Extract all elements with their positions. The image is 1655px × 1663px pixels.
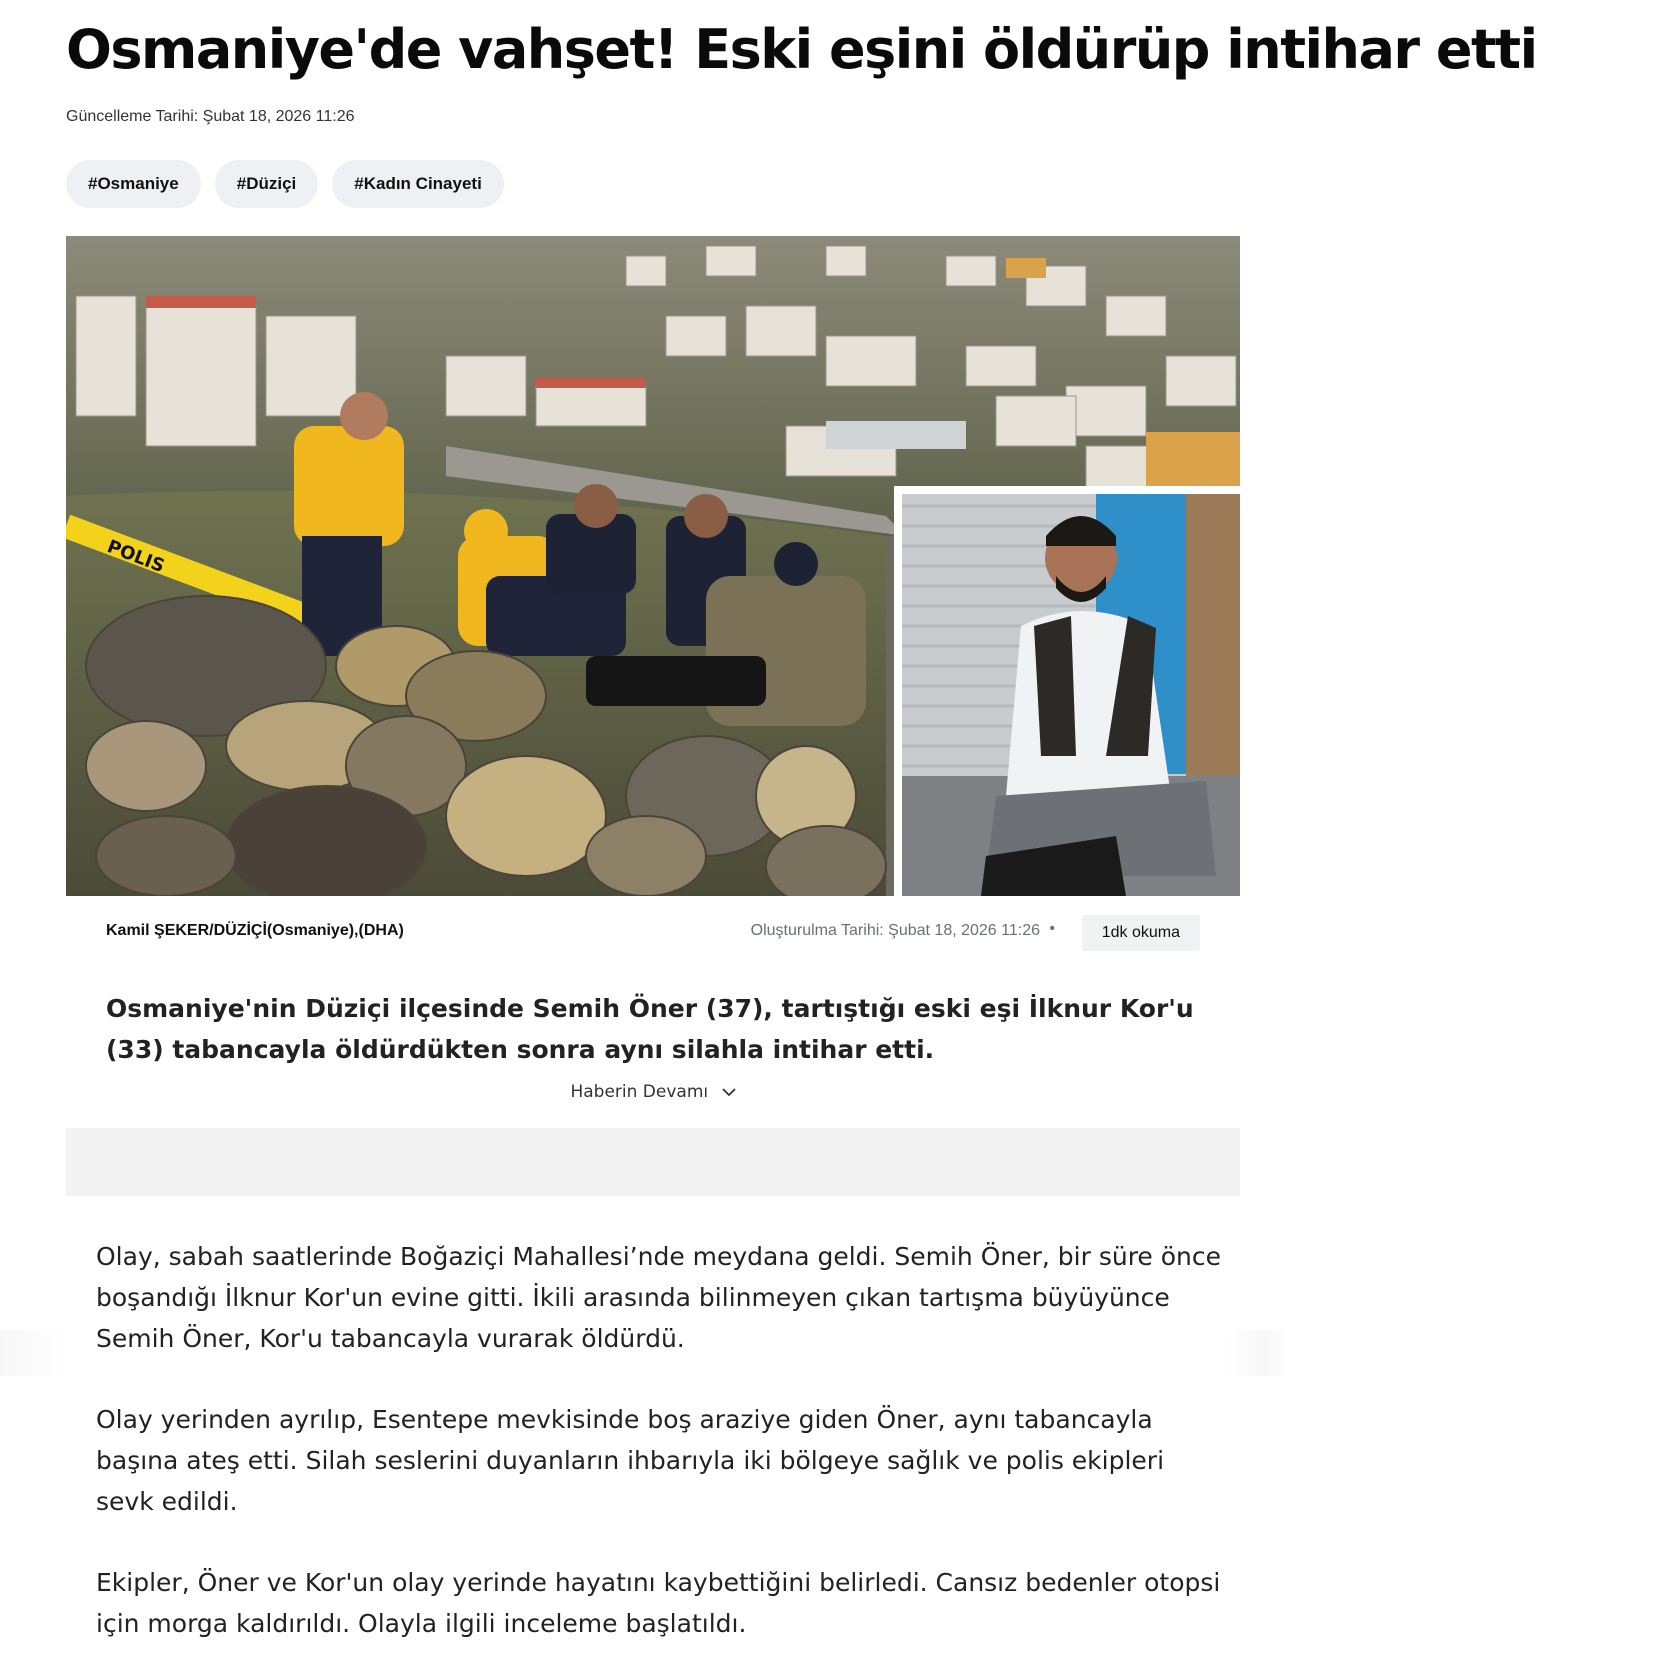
tag-osmaniye[interactable]: #Osmaniye <box>66 160 201 208</box>
tag-duzici[interactable]: #Düziçi <box>215 160 319 208</box>
read-more-button[interactable] <box>66 1082 1240 1102</box>
meta-separator: • <box>1049 920 1055 937</box>
article-meta <box>66 912 1240 952</box>
paragraph: Olay yerinden ayrılıp, Esentepe mevkisinde boş araziye giden Öner, aynı tabancayla başına ateş etti. Silah seslerini duyanların ihbarıyla iki bölgeye sağlık ve polis ekipleri sevk edildi. <box>96 1405 1165 1516</box>
updated-date: Güncelleme Tarihi: Şubat 18, 2026 11:26 <box>66 108 355 125</box>
tape-text: POLIS <box>104 536 168 578</box>
read-time-badge: 1dk okuma <box>1082 915 1200 951</box>
created-date: Oluşturulma Tarihi: Şubat 18, 2026 11:26 <box>750 922 1040 939</box>
paragraph: Olay, sabah saatlerinde Boğaziçi Mahallesi’nde meydana geldi. Semih Öner, bir süre önce boşandığı İlknur Kor'un evine gitti. İkili arasında bilinmeyen çıkan tartışma büyüyünce Semih Öner, Kor'u tabancayla vurarak öldürdü. <box>96 1242 1222 1353</box>
paragraph: Ekipler, Öner ve Kor'un olay yerinde hayatını kaybettiğini belirledi. Cansız bedenler otopsi için morga kaldırıldı. Olayla ilgili inceleme başlatıldı. <box>96 1568 1221 1638</box>
read-more-label: Haberin Devamı <box>570 1082 709 1102</box>
ad-placeholder <box>66 1128 1240 1196</box>
article-headline: Osmaniye'de vahşet! Eski eşini öldürüp intihar etti <box>66 18 1537 81</box>
article-photo <box>66 236 1240 896</box>
tag-list <box>66 160 504 208</box>
article-lede: Osmaniye'nin Düziçi ilçesinde Semih Öner (37), tartıştığı eski eşi İlknur Kor'u (33) tabancayla öldürdükten sonra aynı silahla intihar etti. <box>106 994 1194 1064</box>
author-byline: Kamil ŞEKER/DÜZİÇİ(Osmaniye),(DHA) <box>106 922 404 939</box>
article-body <box>96 1236 1226 1663</box>
chevron-down-icon <box>722 1082 736 1102</box>
tag-kadin-cinayeti[interactable]: #Kadın Cinayeti <box>332 160 504 208</box>
